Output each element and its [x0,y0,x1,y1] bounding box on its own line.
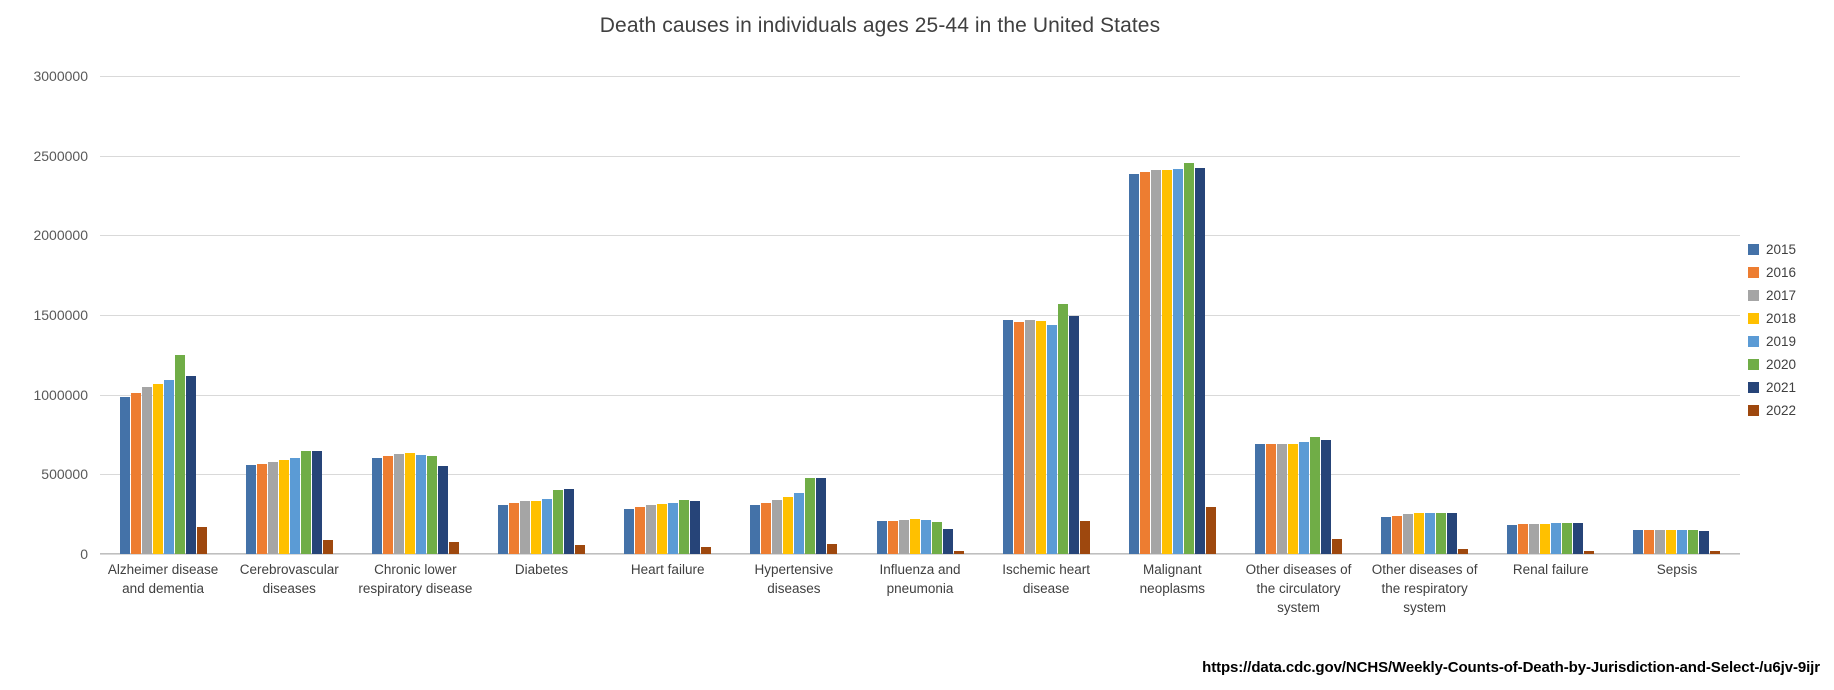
bar-group [1109,76,1235,554]
bar [575,545,585,554]
bar [646,505,656,554]
legend-swatch-icon [1748,382,1759,393]
bar [553,490,563,554]
bar [1551,523,1561,554]
bar [1562,523,1572,554]
bar [1529,524,1539,554]
bar [1677,530,1687,554]
bar [531,501,541,554]
bar [1584,551,1594,554]
bar [1436,513,1446,554]
x-tick-label: Hypertensive diseases [754,562,834,596]
bar [877,521,887,554]
x-tick-label: Alzheimer disease and dementia [107,562,219,596]
bar [1195,168,1205,554]
bar [1644,530,1654,554]
x-tick-label: Malignant neoplasms [1139,562,1205,596]
legend-swatch-icon [1748,313,1759,324]
bar [899,520,909,554]
bar [1688,530,1698,554]
legend-item[interactable] [1748,399,1820,422]
bar [1277,444,1287,554]
bar [1058,304,1068,554]
bar [805,478,815,554]
bar-groups [100,76,1740,554]
legend-item[interactable] [1748,307,1820,330]
bar [312,451,322,554]
legend-swatch-icon [1748,405,1759,416]
bar [131,393,141,554]
bar [1080,521,1090,554]
bar [1321,440,1331,554]
bar [175,355,185,554]
bar [657,504,667,554]
bar [301,451,311,554]
x-tick-label: Other diseases of the respiratory system [1371,562,1478,615]
bar [921,520,931,554]
bar [120,397,130,554]
bar [761,503,771,554]
bar [394,454,404,554]
bar [1206,507,1216,554]
legend-label: 2021 [1766,380,1797,395]
bar [1173,169,1183,554]
bar [1414,513,1424,554]
bar-group [1235,76,1361,554]
bar [1425,513,1435,554]
y-tick-label: 2500000 [33,147,88,164]
bar [1392,516,1402,554]
bar [827,544,837,554]
bar [383,456,393,554]
bar-group [226,76,352,554]
bar [164,380,174,554]
legend-item[interactable] [1748,284,1820,307]
bar [1633,530,1643,554]
x-tick-label: Other diseases of the circulatory system [1245,562,1352,615]
bar [449,542,459,554]
x-axis-category-labels [100,560,1740,617]
bar [1518,524,1528,554]
bar [438,466,448,554]
plot-area [100,76,1740,554]
y-tick-label: 500000 [41,466,88,483]
x-tick-label: Ischemic heart disease [1002,562,1091,596]
legend-label: 2016 [1766,265,1797,280]
bar [1266,444,1276,554]
chart-title: Death causes in individuals ages 25-44 in the United States [599,14,1161,37]
legend-item[interactable] [1748,376,1820,399]
bar [1447,513,1457,554]
bar-group [1362,76,1488,554]
y-tick-label: 1500000 [33,307,88,323]
bar [1288,444,1298,554]
bar-group [100,76,226,554]
bar-group [605,76,731,554]
bar [1540,524,1550,554]
bar [690,501,700,554]
bar [405,453,415,554]
bar [1151,170,1161,554]
bar [816,478,826,554]
x-tick-label: Cerebrovascular diseases [239,562,339,596]
bar [668,503,678,554]
bar-group [478,76,604,554]
bar [498,505,508,554]
bar [1332,539,1342,554]
bar [564,489,574,554]
bar [427,456,437,554]
bar [1655,530,1665,554]
legend-swatch-icon [1748,244,1759,255]
bar [1003,320,1013,554]
source-note: https://data.cdc.gov/NCHS/Weekly-Counts-of-Death-by-Jurisdiction-and-Select-/u6jv-9ijr [1202,659,1820,676]
bar [323,540,333,554]
bar [1310,437,1320,554]
bar [1162,170,1172,554]
gridline [100,554,1740,555]
bar [279,460,289,554]
x-tick-label: Diabetes [514,562,569,577]
bar [186,376,196,554]
bar [888,521,898,554]
y-tick-label: 3000000 [33,68,88,84]
legend [1748,238,1820,422]
bar [910,519,920,554]
x-tick-label: Heart failure [630,562,705,577]
legend-label: 2018 [1766,311,1797,326]
bar [542,499,552,554]
bar [290,458,300,554]
bar [520,501,530,554]
bar [750,505,760,554]
bar [372,458,382,554]
bar [257,464,267,554]
bar [153,384,163,554]
bar-group [1488,76,1614,554]
bar-group [983,76,1109,554]
x-tick-label: Renal failure [1512,562,1589,577]
y-tick-label: 1000000 [33,386,88,403]
bar [624,509,634,554]
bar [679,500,689,554]
bar [1184,163,1194,554]
bar-group [857,76,983,554]
bar [932,522,942,554]
bar-group [1614,76,1740,554]
bar-group [352,76,478,554]
legend-swatch-icon [1748,267,1759,278]
bar [1403,514,1413,554]
bar [1047,325,1057,554]
legend-item[interactable] [1748,330,1820,353]
legend-label: 2019 [1766,334,1797,349]
bar [783,497,793,554]
bar [509,503,519,554]
bar [1699,531,1709,554]
legend-item[interactable] [1748,261,1820,284]
bar [1014,322,1024,554]
legend-swatch-icon [1748,359,1759,370]
bar [954,551,964,554]
legend-label: 2015 [1766,242,1797,257]
legend-label: 2020 [1766,357,1797,372]
bar [1255,444,1265,554]
bar [794,493,804,554]
bar [1129,174,1139,554]
bar [1036,321,1046,554]
bar [197,527,207,554]
bar [1507,525,1517,554]
x-tick-label: Chronic lower respiratory disease [358,562,473,596]
bar [1140,172,1150,554]
legend-item[interactable] [1748,238,1820,261]
legend-swatch-icon [1748,290,1759,301]
legend-label: 2022 [1766,403,1797,418]
bar [1666,530,1676,554]
bar [1025,320,1035,554]
bar [1710,551,1720,554]
bar-group [731,76,857,554]
bar [1573,523,1583,554]
bar [268,462,278,554]
bar [1299,442,1309,554]
bar [1381,517,1391,554]
bar [142,387,152,554]
y-tick-label: 0 [80,546,88,562]
bar [943,529,953,554]
x-tick-label: Influenza and pneumonia [879,562,961,596]
bar [1069,316,1079,554]
y-tick-label: 2000000 [33,227,88,244]
legend-item[interactable] [1748,353,1820,376]
bar [246,465,256,554]
x-tick-label: Sepsis [1656,562,1698,577]
legend-label: 2017 [1766,288,1797,303]
legend-swatch-icon [1748,336,1759,347]
bar [772,500,782,554]
bar [701,547,711,554]
bar [416,455,426,554]
bar [635,507,645,554]
bar [1458,549,1468,554]
